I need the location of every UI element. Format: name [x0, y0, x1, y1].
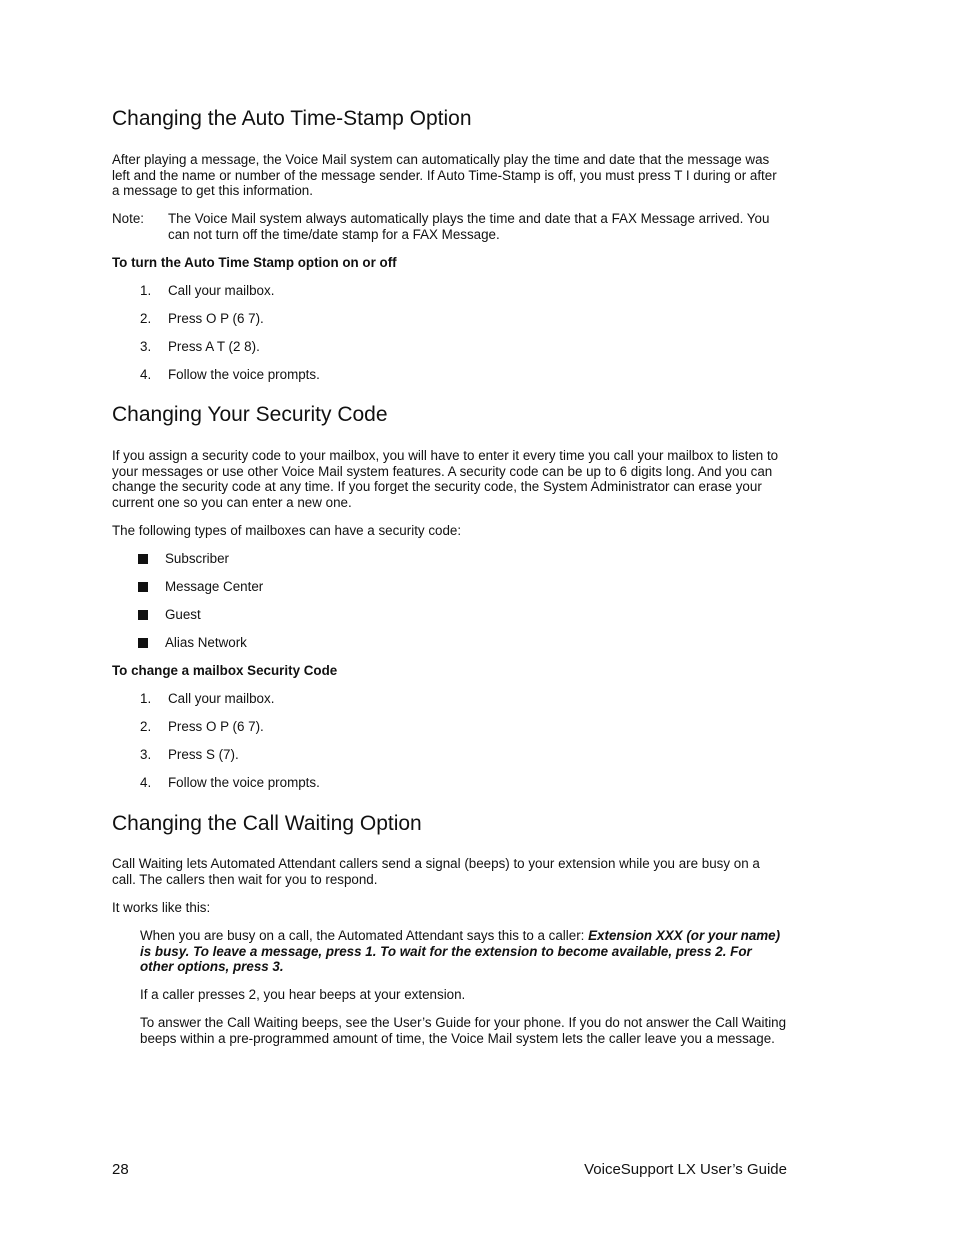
list-item [140, 719, 264, 735]
section-heading-auto-time-stamp: Changing the Auto Time-Stamp Option [112, 107, 472, 130]
document-page [112, 0, 787, 1235]
step-number: 3. [140, 747, 152, 762]
step-number: 1. [140, 691, 152, 706]
step-text: Press O P (6 7). [168, 311, 264, 326]
list-item [138, 635, 247, 651]
step-text: Follow the voice prompts. [168, 367, 320, 382]
bullet-icon [138, 554, 148, 564]
guide-title: VoiceSupport LX User’s Guide [584, 1161, 787, 1178]
step-text: Press A T (2 8). [168, 339, 260, 354]
section-heading-security-code: Changing Your Security Code [112, 403, 388, 426]
answer-beeps-paragraph: To answer the Call Waiting beeps, see the User’s Guide for your phone. If you do not answer the Call Waiting beeps within a pre-programmed amount of time, the Voice Mail system lets the caller leave you a message. [140, 1015, 787, 1046]
bullet-icon [138, 610, 148, 620]
step-number: 4. [140, 367, 152, 382]
example-lead: When you are busy on a call, the Automated Attendant says this to a caller: [140, 928, 589, 943]
step-text: Call your mailbox. [168, 691, 275, 706]
example-announcement: Extension XXX (or your name) is busy. To leave a message, press 1. To wait for the extension to become available, press 2. For other options, press 3. [140, 928, 781, 975]
works-like-this: It works like this: [112, 900, 211, 915]
list-item [138, 607, 201, 623]
step-number: 4. [140, 775, 152, 790]
list-item [138, 551, 229, 567]
note-block [112, 211, 787, 243]
step-number: 2. [140, 311, 152, 326]
bullet-icon [138, 638, 148, 648]
list-item [140, 747, 239, 763]
step-text: Call your mailbox. [168, 283, 275, 298]
auto-time-stamp-paragraph: After playing a message, the Voice Mail system can automatically play the time and date that the message was left and the name or number of the message sender. If Auto Time-Stamp is off, you must press T I during or after a message to get this information. [112, 152, 777, 199]
note-text: The Voice Mail system always automatically plays the time and date that a FAX Message arrived. You can not turn off the time/date stamp for a FAX Message. [168, 211, 770, 242]
step-number: 2. [140, 719, 152, 734]
step-number: 3. [140, 339, 152, 354]
bullet-icon [138, 582, 148, 592]
list-item [138, 579, 263, 595]
list-item [140, 311, 264, 327]
note-label: Note: [112, 211, 145, 226]
step-text: Follow the voice prompts. [168, 775, 320, 790]
page-number: 28 [112, 1161, 129, 1178]
bullet-text: Guest [165, 607, 201, 622]
list-item [140, 283, 274, 299]
section-heading-call-waiting: Changing the Call Waiting Option [112, 812, 422, 835]
call-waiting-paragraph: Call Waiting lets Automated Attendant callers send a signal (beeps) to your extension while you are busy on a call. The callers then wait for you to respond. [112, 856, 760, 887]
subheading-turn-auto-time-stamp: To turn the Auto Time Stamp option on or off [112, 255, 397, 270]
step-number: 1. [140, 283, 152, 298]
list-item [140, 367, 320, 383]
list-item [140, 775, 320, 791]
mailbox-types-intro: The following types of mailboxes can have a security code: [112, 523, 462, 538]
bullet-text: Alias Network [165, 635, 247, 650]
bullet-text: Message Center [165, 579, 264, 594]
step-text: Press O P (6 7). [168, 719, 264, 734]
bullet-text: Subscriber [165, 551, 230, 566]
caller-presses-2-paragraph: If a caller presses 2, you hear beeps at your extension. [140, 987, 466, 1002]
security-code-paragraph: If you assign a security code to your mailbox, you will have to enter it every time you call your mailbox to listen to your messages or use other Voice Mail system features. A security code can be up to 6 digits long. And you can change the security code at any time. If you forget the security code, the System Administrator can erase your current one so you can enter a new one. [112, 448, 779, 510]
call-waiting-example [140, 928, 787, 975]
subheading-change-security-code: To change a mailbox Security Code [112, 663, 338, 678]
list-item [140, 339, 260, 355]
step-text: Press S (7). [168, 747, 239, 762]
list-item [140, 691, 274, 707]
